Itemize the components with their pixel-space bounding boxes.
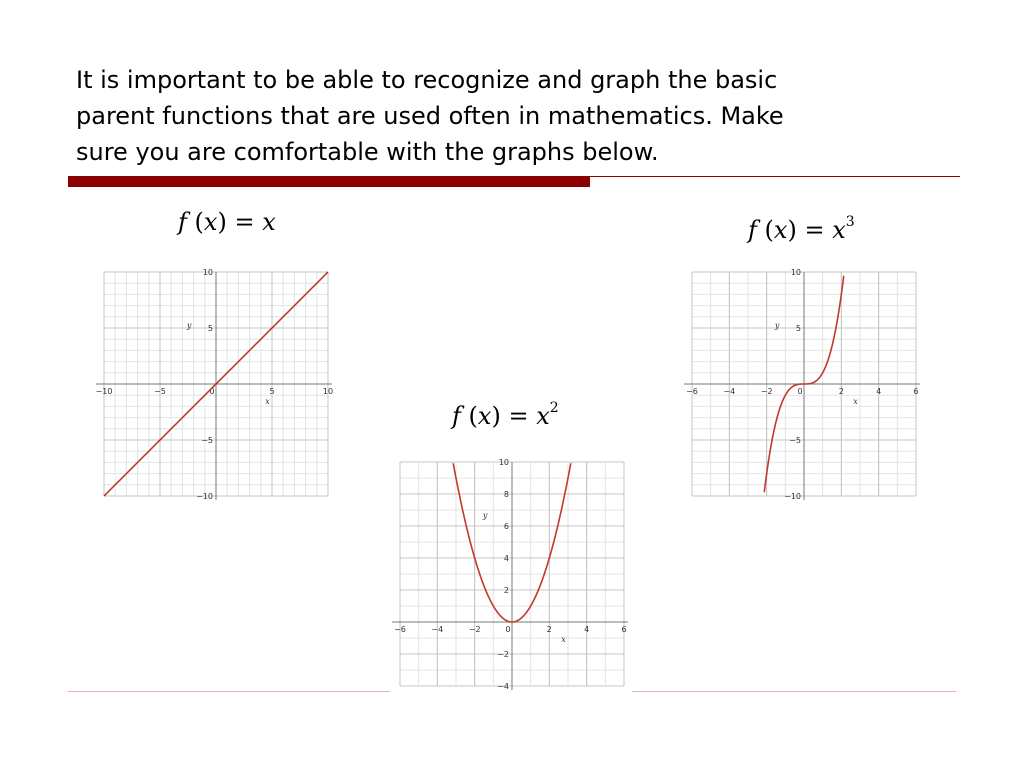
formula-arg: x [203, 208, 218, 236]
x-tick-label: −5 [154, 387, 166, 396]
formula-eq: = [508, 402, 529, 430]
formula-eq: = [234, 208, 255, 236]
y-tick-label: 4 [503, 554, 509, 563]
x-axis-label: x [853, 397, 858, 406]
formula-fn: f [748, 216, 757, 244]
y-tick-label: −4 [497, 682, 509, 691]
formula-exponent: 2 [549, 400, 559, 416]
formula-linear: f (x) = x [178, 208, 276, 236]
x-tick-label: 4 [876, 387, 882, 396]
data-point [803, 383, 805, 385]
data-point [327, 271, 329, 273]
y-tick-label: 10 [202, 268, 213, 277]
data-point [567, 477, 569, 479]
formula-rhs: x [832, 216, 846, 244]
data-point [511, 621, 513, 623]
data-point [530, 605, 532, 607]
data-point [570, 461, 572, 463]
x-tick-label: 0 [797, 387, 803, 396]
x-tick-label: 6 [913, 387, 919, 396]
y-tick-label: 5 [207, 324, 213, 333]
y-tick-label: 6 [503, 522, 509, 531]
data-point [103, 495, 105, 497]
x-tick-label: −4 [723, 387, 736, 396]
x-tick-label: −6 [686, 387, 698, 396]
x-tick-label: −10 [95, 387, 113, 396]
formula-cubic: f $(x) = x^3$ [748, 214, 855, 244]
x-tick-label: 0 [209, 387, 215, 396]
x-tick-label: 0 [505, 625, 511, 634]
data-point [452, 461, 454, 463]
intro-text [76, 62, 976, 170]
x-tick-label: 4 [584, 625, 590, 634]
x-tick-label: 6 [621, 625, 627, 634]
formula-arg: x [477, 402, 492, 430]
data-point [159, 439, 161, 441]
data-point [271, 327, 273, 329]
x-tick-label: 5 [269, 387, 275, 396]
data-point [766, 473, 768, 475]
y-tick-label: 8 [503, 490, 509, 499]
formula-arg: x [773, 216, 788, 244]
linear-graph [96, 266, 336, 502]
y-tick-label: 10 [498, 458, 509, 467]
quadratic-graph [392, 456, 632, 692]
intro-line-2: parent functions that are used often in mathematics. Make [76, 102, 784, 130]
y-axis-label: y [186, 321, 192, 330]
x-tick-label: 2 [546, 625, 552, 634]
formula-fn: f [452, 402, 461, 430]
y-tick-label: −2 [497, 650, 509, 659]
x-tick-label: −2 [468, 625, 481, 634]
data-point [784, 394, 786, 396]
formula-rhs: x [262, 208, 276, 236]
x-tick-label: 10 [322, 387, 334, 396]
data-point [548, 557, 550, 559]
bottom-rule-right [632, 691, 956, 692]
data-point [455, 477, 457, 479]
y-tick-label: −5 [789, 436, 801, 445]
formula-exponent: 3 [845, 214, 855, 230]
bottom-rule-left [68, 691, 390, 692]
data-point [843, 271, 845, 273]
formula-quadratic: f $(x) = x^2$ [452, 400, 559, 430]
formula-rhs: x [536, 402, 550, 430]
data-point [215, 383, 217, 385]
y-axis-label: y [774, 321, 780, 330]
data-point [474, 557, 476, 559]
x-tick-label: −2 [760, 387, 773, 396]
y-tick-label: 2 [503, 586, 509, 595]
title-rule-thick [68, 176, 590, 187]
data-point [763, 495, 765, 497]
data-point [492, 605, 494, 607]
y-tick-label: 10 [790, 268, 801, 277]
x-axis-label: x [265, 397, 270, 406]
x-tick-label: −4 [431, 625, 444, 634]
cubic-graph [684, 266, 924, 502]
intro-line-1: It is important to be able to recognize and graph the basic [76, 66, 778, 94]
y-tick-label: −10 [196, 492, 213, 501]
x-tick-label: −6 [394, 625, 406, 634]
y-tick-label: −10 [784, 492, 801, 501]
formula-eq: = [804, 216, 825, 244]
data-point [822, 372, 824, 374]
y-tick-label: −5 [201, 436, 213, 445]
formula-fn: f [178, 208, 187, 236]
title-rule-thin [590, 176, 960, 177]
x-tick-label: 2 [838, 387, 844, 396]
data-point [840, 293, 842, 295]
y-axis-label: y [482, 511, 488, 520]
x-axis-label: x [561, 635, 566, 644]
y-tick-label: 5 [795, 324, 801, 333]
intro-line-3: sure you are comfortable with the graphs below. [76, 138, 659, 166]
